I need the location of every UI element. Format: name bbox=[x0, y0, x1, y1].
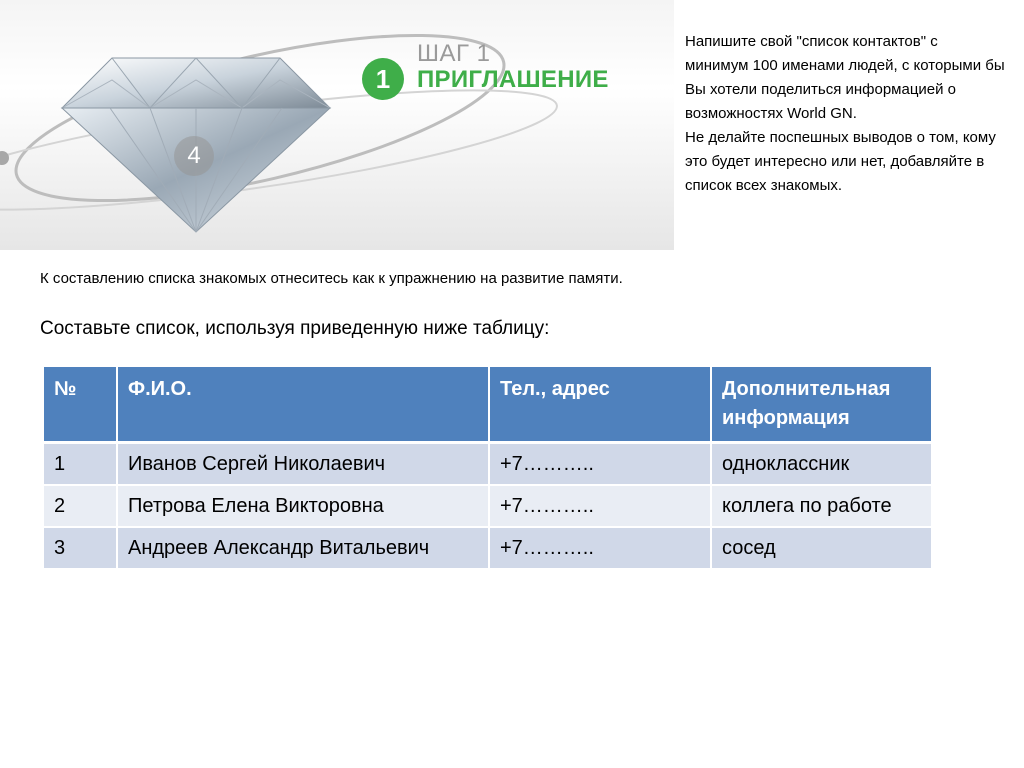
cell-info: коллега по работе bbox=[711, 485, 931, 527]
contacts-table bbox=[44, 367, 931, 570]
cell-phone: +7……….. bbox=[489, 443, 711, 486]
cell-number: 2 bbox=[44, 485, 117, 527]
table-instruction: Составьте список, используя приведенную ниже таблицу: bbox=[40, 318, 550, 339]
gem-step-badge: 4 bbox=[174, 136, 214, 176]
step-title: ПРИГЛАШЕНИЕ bbox=[417, 66, 609, 93]
instruction-paragraph-1: Напишите свой "список контактов" с минимум 100 именами людей, с которыми бы Вы хотели поделиться информацией о возможностях World GN. bbox=[685, 33, 1005, 122]
memory-exercise-note: К составлению списка знакомых отнеситесь как к упражнению на развитие памяти. bbox=[40, 270, 623, 287]
cell-phone: +7……….. bbox=[489, 485, 711, 527]
header-phone-address: Тел., адрес bbox=[489, 367, 711, 443]
cell-phone: +7……….. bbox=[489, 527, 711, 569]
cell-full-name: Иванов Сергей Николаевич bbox=[117, 443, 489, 486]
cell-info: одноклассник bbox=[711, 443, 931, 486]
header-number: № bbox=[44, 367, 117, 443]
table-header-row bbox=[44, 367, 931, 443]
cell-info: сосед bbox=[711, 527, 931, 569]
cell-full-name: Петрова Елена Викторовна bbox=[117, 485, 489, 527]
header-full-name: Ф.И.О. bbox=[117, 367, 489, 443]
step-label: ШАГ 1 bbox=[417, 40, 491, 67]
table-row bbox=[44, 485, 931, 527]
instruction-paragraph-2: Не делайте поспешных выводов о том, кому это будет интересно или нет, добавляйте в список всех знакомых. bbox=[685, 129, 996, 194]
table-row bbox=[44, 443, 931, 486]
hero-banner bbox=[0, 0, 674, 250]
step-badge: 1 bbox=[362, 58, 404, 100]
contact-list-instructions bbox=[685, 30, 1005, 198]
table-row bbox=[44, 527, 931, 569]
header-additional-info: Дополнительная информация bbox=[711, 367, 931, 443]
diamond-illustration bbox=[0, 0, 674, 250]
cell-number: 1 bbox=[44, 443, 117, 486]
cell-full-name: Андреев Александр Витальевич bbox=[117, 527, 489, 569]
cell-number: 3 bbox=[44, 527, 117, 569]
